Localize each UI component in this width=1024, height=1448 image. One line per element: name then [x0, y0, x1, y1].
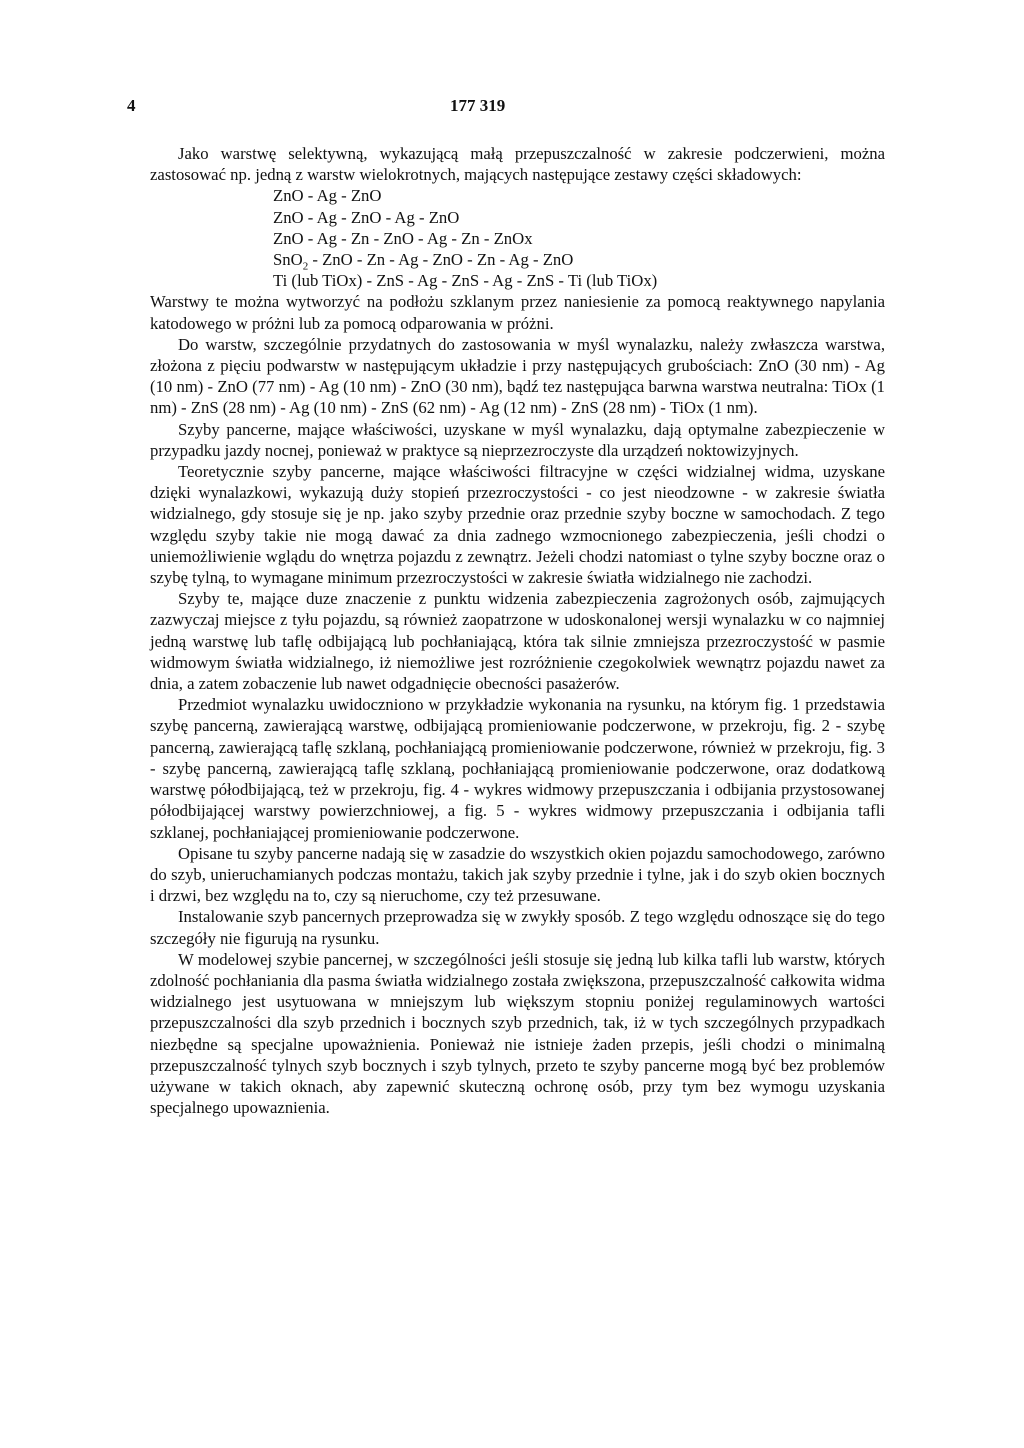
document-body: [150, 143, 885, 1118]
paragraph-7: Opisane tu szyby pancerne nadają się w zasadzie do wszystkich okien pojazdu samochodowego, zarówno do szyb, unieruchamianych podczas montażu, takich jak szyby przednie i tylne, jak i do szyb okien bocznych i drzwi, bez względu na to, czy są nieruchome, czy też przesuwane.: [150, 843, 885, 906]
page-number: 4: [127, 96, 136, 115]
subscript: 2: [302, 260, 309, 273]
paragraph-9: W modelowej szybie pancernej, w szczególności jeśli stosuje się jedną lub kilka tafli lub warstw, których zdolność pochłaniania dla pasma światła widzialnego została zwiększona, przepuszczalność całkowita widma widzialnego jest usytuowana w mniejszym lub większym stopniu poniżej regulaminowych wartości przepuszczalności dla szyb przednich i bocznych szyb przednich, tak, iż w tych szczególnych przypadkach niezbędne są specjalne upoważnienia. Ponieważ nie istnieje żaden przepis, jeśli chodzi o minimalną przepuszczalność tylnych szyb bocznych i szyb tylnych, przeto te szyby pancerne mogą być bez problemów używane w takich oknach, aby zapewnić skuteczną ochronę osób, przy tym bez wymogu uzyskania specjalnego upowaznienia.: [150, 949, 885, 1118]
paragraph-6: Przedmiot wynalazku uwidoczniono w przykładzie wykonania na rysunku, na którym fig. 1 przedstawia szybę pancerną, zawierającą warstwę, odbijającą promieniowanie podczerwone, w przekroju, fig. 2 - szybę pancerną, zawierającą taflę szklaną, pochłaniającą promieniowanie podczerwone, również w przekroju, fig. 3 - szybę pancerną, zawierającą taflę szklaną, pochłaniającą promieniowanie podczerwone, oraz dodatkową warstwę półodbijającą, też w przekroju, fig. 4 - wykres widmowy przepuszczania i odbijania przystosowanej półodbijającej warstwy powierzchniowej, a fig. 5 - wykres widmowy przepuszczania i odbijania tafli szklanej, pochłaniającej promieniowanie podczerwone.: [150, 695, 885, 842]
layer-composition-2: ZnO - Ag - ZnO - Ag - ZnO: [273, 207, 460, 227]
layer-composition-list: [273, 185, 885, 291]
paragraph-2: Do warstw, szczególnie przydatnych do zastosowania w myśl wynalazku, należy zwłaszcza warstwa, złożona z pięciu podwarstw w następującym układzie i przy następujących grubościach: ZnO (30 nm) - Ag (10 nm) - ZnO (77 nm) - Ag (10 nm) - ZnO (30 nm), bądź tez następująca barwna warstwa neutralna: TiOx (1 nm) - ZnS (28 nm) - Ag (10 nm) - ZnS (62 nm) - Ag (12 nm) - ZnS (28 nm) - TiOx (1 nm).: [150, 334, 885, 418]
paragraph-3: Szyby pancerne, mające właściwości, uzyskane w myśl wynalazku, dają optymalne zabezpieczenie w przypadku jazdy nocnej, ponieważ w praktyce są nieprzezroczyste dla urządzeń noktowizyjnych.: [150, 419, 885, 460]
patent-number: 177 319: [450, 96, 506, 115]
paragraph-1: Warstwy te można wytworzyć na podłożu szklanym przez naniesienie za pomocą reaktywnego napylania katodowego w próżni lub za pomocą odparowania w próżni.: [150, 292, 885, 333]
paragraph-8: Instalowanie szyb pancernych przeprowadza się w zwykły sposób. Z tego względu odnoszące się do tego szczegóły nie figurują na rysunku.: [150, 907, 885, 948]
layer-composition-4: SnO$_2$ - ZnO - Zn - Ag - ZnO - Zn - Ag - ZnO: [273, 250, 574, 273]
layer-composition-5: Ti (lub TiOx) - ZnS - Ag - ZnS - Ag - ZnS - Ti (lub TiOx): [273, 271, 658, 291]
layer-composition-1: ZnO - Ag - ZnO: [273, 186, 382, 206]
layer-composition-3: ZnO - Ag - Zn - ZnO - Ag - Zn - ZnOx: [273, 228, 533, 248]
paragraph-intro: Jako warstwę selektywną, wykazującą małą przepuszczalność w zakresie podczerwieni, można zastosować np. jedną z warstw wielokrotnych, mających następujące zestawy części składowych:: [150, 144, 885, 185]
paragraph-4: Teoretycznie szyby pancerne, mające właściwości filtracyjne w części widzialnej widma, uzyskane dzięki wynalazkowi, wykazują duży stopień przezroczystości - co jest nieodzowne - w zakresie światła widzialnego, gdy stosuje się je np. jako szyby przednie oraz przednie szyby boczne w samochodach. Z tego względu szyby takie nie mogą dawać za dnia zadnego wzmocnionego zabezpieczenia, jeśli chodzi o uniemożliwienie wglądu do wnętrza pojazdu z zewnątrz. Jeżeli chodzi natomiast o tylne szyby boczne oraz o szybę tylną, to wymagane minimum przezroczystości w zakresie światła widzialnego nie zachodzi.: [150, 462, 885, 588]
paragraph-5: Szyby te, mające duze znaczenie z punktu widzenia zabezpieczenia zagrożonych osób, zajmujących zazwyczaj miejsce z tyłu pojazdu, są również zaopatrzone w udoskonalonej wersji wynalazku w co najmniej jedną warstwę lub taflę odbijającą lub pochłaniającą, która tak silnie zmniejsza przezroczystość w pasmie widmowym światła widzialnego, iż niemożliwe jest rozróżnienie czegokolwiek wewnątrz pojazdu nawet za dnia, a zatem zobaczenie lub nawet odgadnięcie obecności pasażerów.: [150, 589, 885, 694]
